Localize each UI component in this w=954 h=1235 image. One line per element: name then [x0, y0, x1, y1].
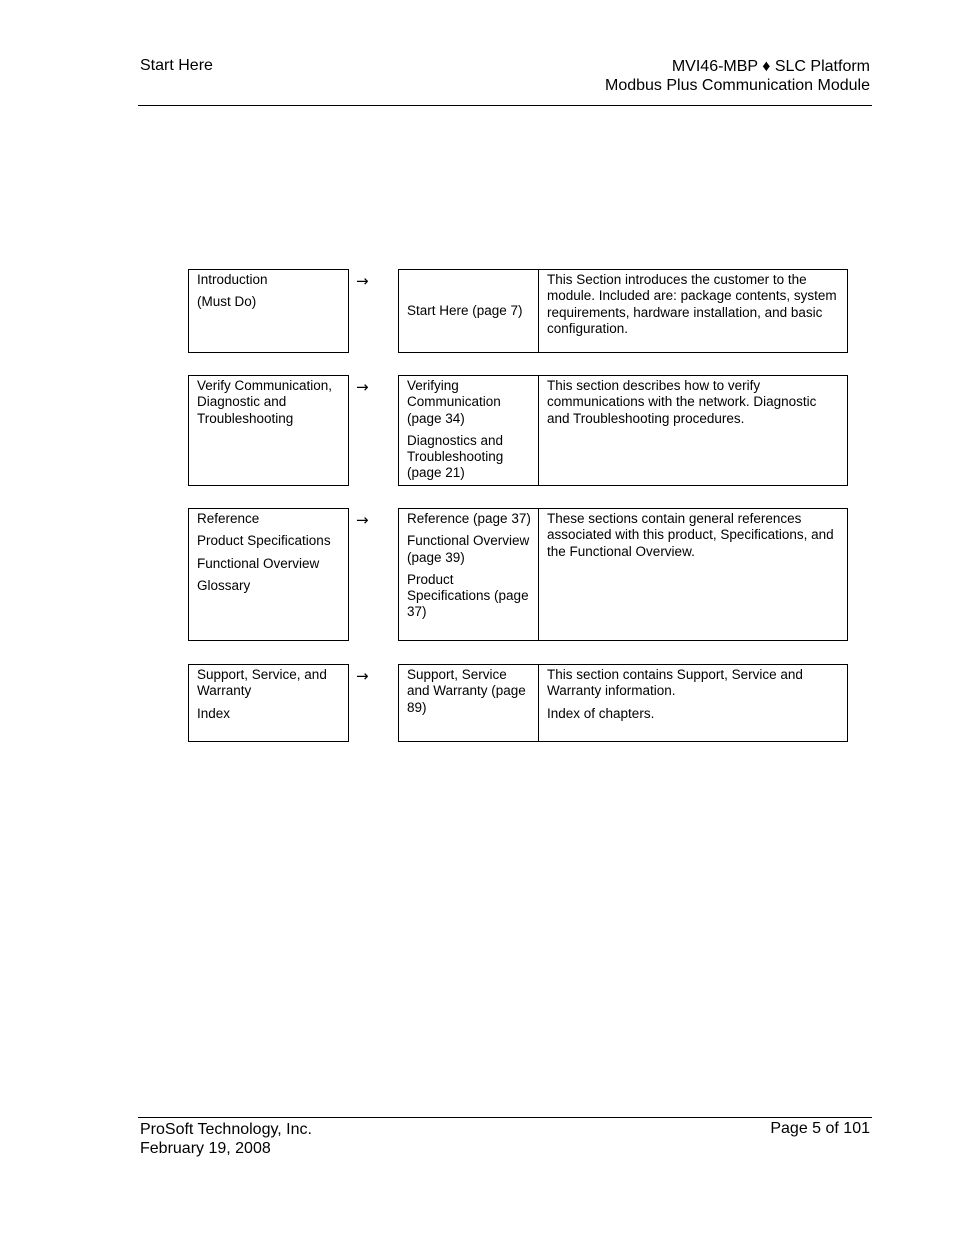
- guide-chapter-cell: [399, 665, 539, 741]
- topic-text: Product Specifications: [197, 533, 331, 549]
- chapter-link[interactable]: Start Here (page 7): [407, 302, 523, 318]
- header-product-line-2: Modbus Plus Communication Module: [604, 77, 870, 94]
- topic-text: Glossary: [197, 577, 251, 593]
- description-text: Index of chapters.: [547, 705, 655, 721]
- description-text: This section describes how to verify communications with the network. Diagnostic and Troubleshooting procedures.: [547, 378, 817, 426]
- footer-company-info: [140, 1120, 312, 1158]
- header-divider: [138, 105, 872, 106]
- chapter-link[interactable]: Product Specifications (page 37): [407, 571, 529, 620]
- right-arrow-icon: →: [356, 511, 369, 529]
- guide-row-reference: [188, 508, 848, 641]
- topic-text: Functional Overview: [197, 555, 320, 571]
- guide-topic-box: [188, 508, 349, 641]
- description-text: This Section introduces the customer to the module. Included are: package contents, system requirements, hardware installation, and basic configuration.: [547, 272, 837, 336]
- topic-text: Reference: [197, 511, 260, 526]
- guide-detail-box: [398, 664, 848, 742]
- description-text: This section contains Support, Service and Warranty information.: [547, 667, 803, 699]
- footer-company: ProSoft Technology, Inc.: [140, 1121, 312, 1138]
- guide-topic-box: [188, 269, 349, 353]
- guide-row-introduction: [188, 269, 848, 353]
- guide-description-cell: [539, 376, 847, 485]
- description-text: These sections contain general references associated with this product, Specifications, and the Functional Overview.: [547, 511, 834, 559]
- right-arrow-icon: →: [356, 272, 369, 290]
- guide-chapter-cell: [399, 270, 539, 352]
- topic-text: Index: [197, 705, 231, 721]
- guide-detail-box: [398, 375, 848, 486]
- chapter-link[interactable]: Diagnostics and Troubleshooting (page 21): [407, 432, 504, 481]
- guide-row-support: [188, 664, 848, 742]
- topic-text: Support, Service, and Warranty: [197, 667, 327, 699]
- right-arrow-icon: →: [356, 378, 369, 396]
- footer-page-number: Page 5 of 101: [770, 1120, 870, 1137]
- right-arrow-icon: →: [356, 667, 369, 685]
- guide-description-cell: [539, 270, 847, 352]
- guide-row-verify: [188, 375, 848, 486]
- chapter-link[interactable]: Support, Service and Warranty (page 89): [407, 667, 526, 715]
- guide-detail-box: [398, 508, 848, 641]
- guide-detail-box: [398, 269, 848, 353]
- guide-description-cell: [539, 509, 847, 640]
- header-section-title: Start Here: [140, 57, 213, 74]
- chapter-link[interactable]: Reference (page 37): [407, 511, 531, 526]
- guide-chapter-cell: [399, 376, 539, 485]
- guide-chapter-cell: [399, 509, 539, 640]
- header-product-title: [605, 57, 870, 95]
- guide-topic-box: [188, 375, 349, 486]
- guide-topic-box: [188, 664, 349, 742]
- chapter-link[interactable]: Verifying Communication (page 34): [407, 378, 501, 426]
- footer-date: February 19, 2008: [140, 1140, 271, 1157]
- header-product-line-1: MVI46-MBP ♦ SLC Platform: [671, 58, 870, 75]
- topic-text: Introduction: [197, 272, 268, 287]
- topic-text: (Must Do): [197, 294, 257, 310]
- guide-description-cell: [539, 665, 847, 741]
- chapter-link[interactable]: Functional Overview (page 39): [407, 533, 530, 565]
- footer-divider: [138, 1117, 872, 1118]
- topic-text: Verify Communication, Diagnostic and Troubleshooting: [197, 378, 333, 426]
